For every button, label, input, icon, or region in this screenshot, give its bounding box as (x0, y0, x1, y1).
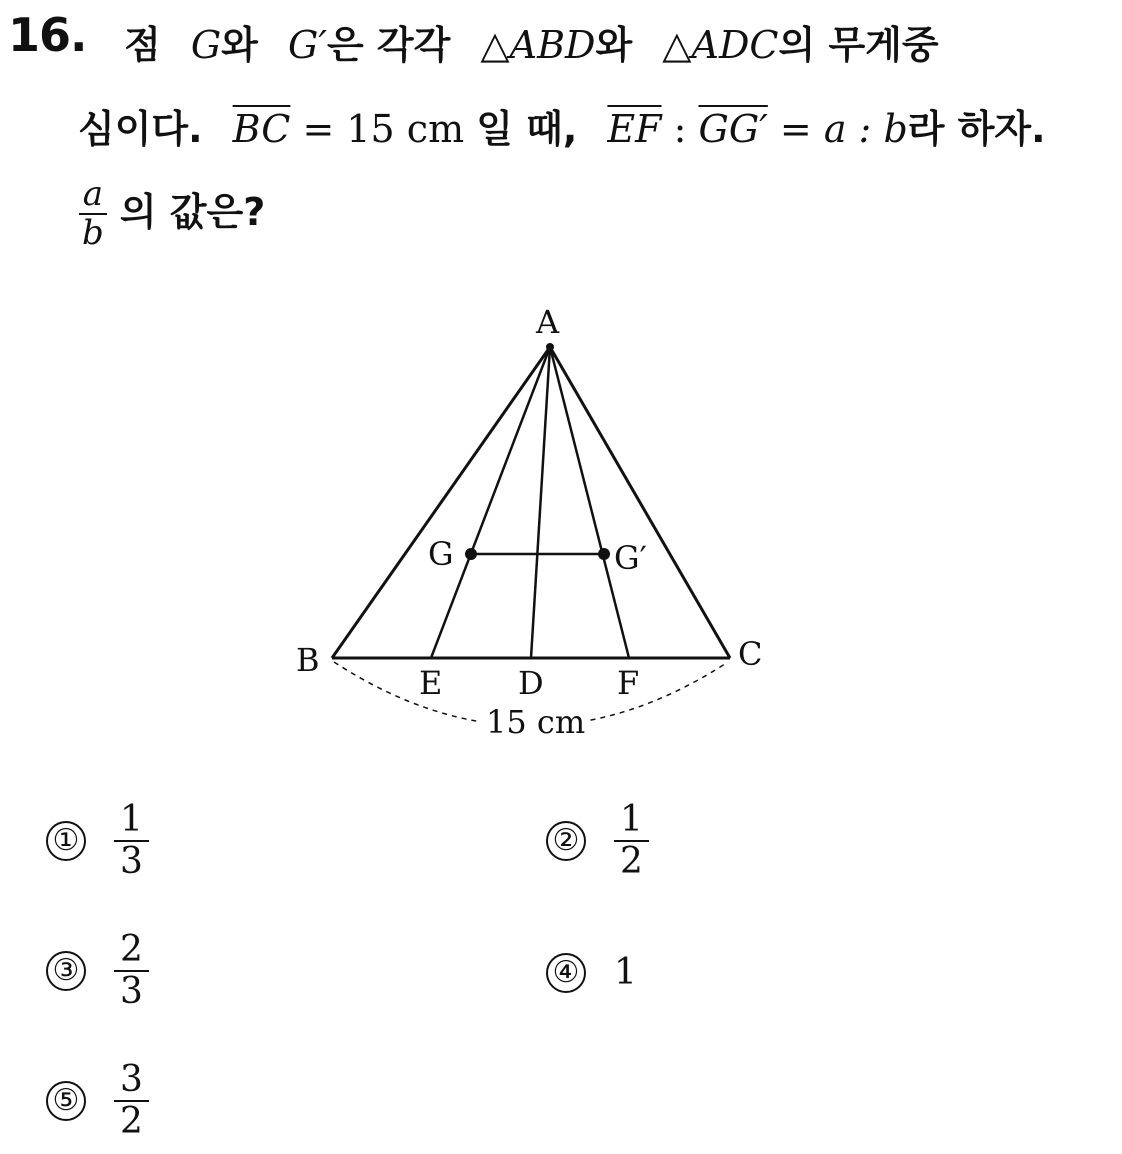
text-when: 일 때, (476, 107, 578, 151)
math-g-prime: G′ (287, 23, 327, 67)
point-g (465, 548, 477, 560)
option-1[interactable] (46, 800, 149, 881)
label-a: A (536, 303, 560, 341)
segment-ab (332, 347, 550, 658)
text-value-question: 의 값은? (119, 189, 266, 234)
option-5[interactable] (46, 1060, 149, 1141)
segment-ad (531, 347, 550, 658)
math-segment-gg-prime: GG′ (698, 107, 768, 151)
point-a (546, 343, 554, 351)
option-1-fraction (114, 800, 149, 881)
segment-ae (431, 347, 550, 658)
fraction-numerator: a (79, 176, 107, 215)
option-2-numerator: 1 (614, 800, 649, 842)
option-4-number: ④ (546, 953, 586, 993)
label-g: G (428, 535, 454, 573)
option-3-number: ③ (46, 951, 86, 991)
label-length: 15 cm (486, 703, 586, 741)
text-centroid-end: 심이다. (78, 107, 203, 151)
text-centroid: 의 무게중 (778, 23, 939, 67)
option-3-denominator: 3 (120, 970, 143, 1012)
math-ratio-ab: = a : b (767, 107, 908, 151)
option-4[interactable] (546, 952, 637, 993)
label-b: B (296, 641, 320, 679)
question-number: 16. (8, 8, 87, 62)
label-c: C (738, 635, 763, 673)
text-wa-2: 와 (595, 23, 633, 67)
math-segment-ef: $\overline{EF}$ (607, 107, 662, 151)
label-f: F (617, 664, 640, 702)
label-g-prime: G′ (614, 539, 647, 577)
math-triangle-abd: △ABD (480, 23, 596, 67)
option-1-numerator: 1 (114, 800, 149, 842)
segment-ac (550, 347, 730, 658)
math-segment-bc: $\overline{BC}$ (232, 107, 291, 151)
option-3-fraction (114, 930, 149, 1011)
option-1-denominator: 3 (120, 840, 143, 882)
fraction-denominator: b (82, 213, 104, 254)
option-5-number: ⑤ (46, 1081, 86, 1121)
option-5-fraction (114, 1060, 149, 1141)
option-2-number: ② (546, 821, 586, 861)
option-1-number: ① (46, 821, 86, 861)
option-3[interactable] (46, 930, 149, 1011)
option-3-numerator: 2 (114, 930, 149, 972)
label-d: D (518, 664, 544, 702)
text-let: 라 하자. (907, 107, 1046, 151)
option-2-fraction (614, 800, 649, 881)
math-colon: : (661, 107, 699, 151)
text-each: 은 각각 (326, 23, 451, 67)
option-2-denominator: 2 (620, 840, 643, 882)
option-2[interactable] (546, 800, 649, 881)
segment-af (550, 347, 629, 658)
option-5-denominator: 2 (120, 1100, 143, 1142)
option-4-value: 1 (614, 952, 637, 993)
point-g-prime (598, 548, 610, 560)
option-5-numerator: 3 (114, 1060, 149, 1102)
label-e: E (419, 664, 443, 702)
text-point: 점 (124, 23, 161, 67)
math-g: G (190, 23, 222, 67)
text-wa: 와 (221, 23, 258, 67)
math-bc-length: = 15 cm (290, 107, 465, 151)
math-triangle-adc: △ADC (662, 23, 779, 67)
